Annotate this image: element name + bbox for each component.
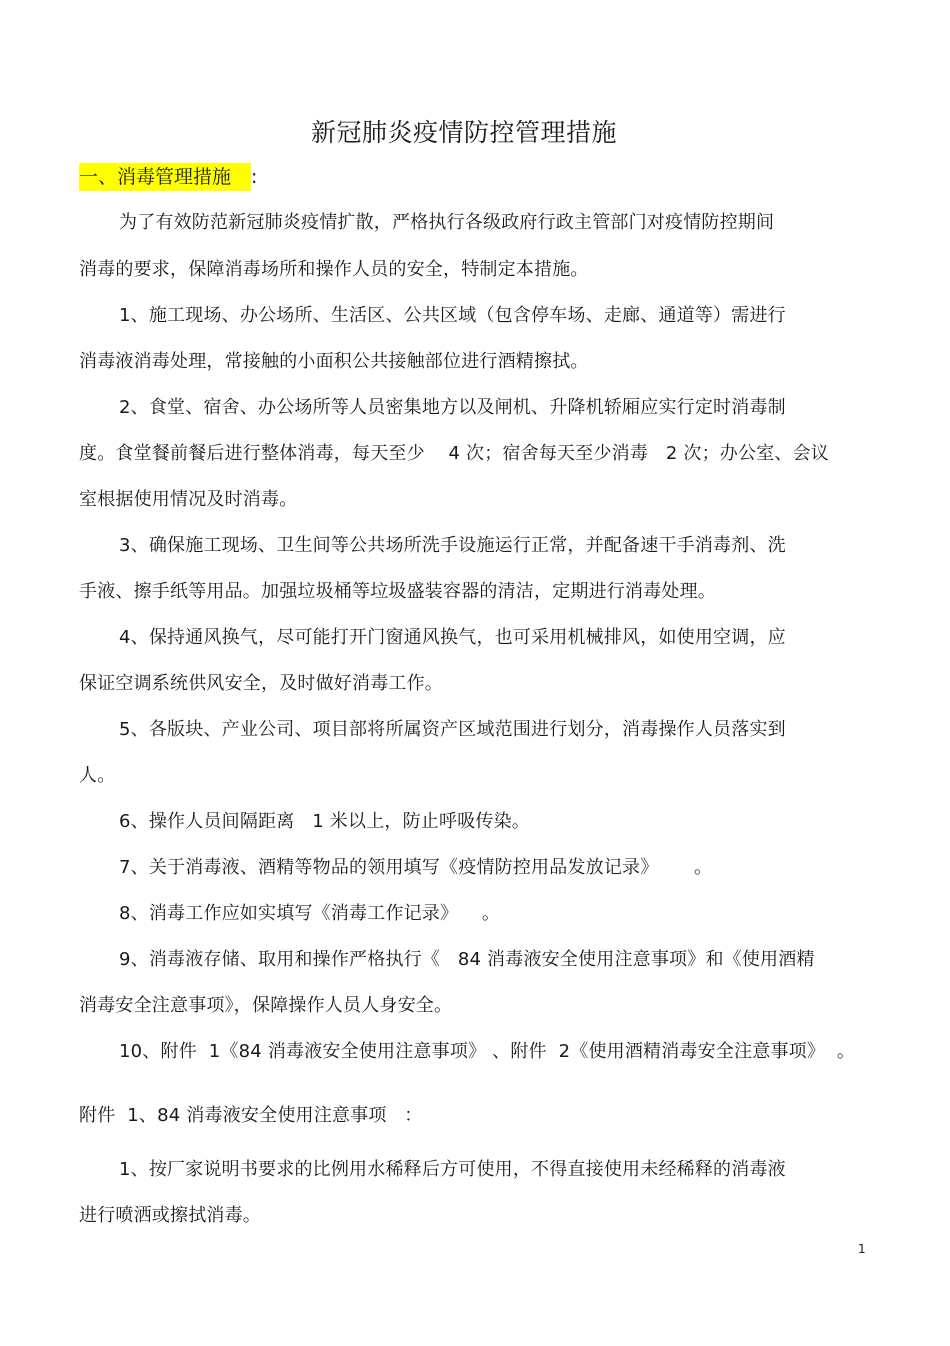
document-title: 新冠肺炎疫情防控管理措施 [310, 118, 617, 147]
item-9-line-1: 9、消毒液存储、取用和操作严格执行《 84 消毒液安全使用注意事项》和《使用酒精 [119, 949, 815, 970]
item-1-line-1: 1、施工现场、办公场所、生活区、公共区域（包含停车场、走廊、通道等）需进行 [119, 305, 786, 326]
item-10: 10、附件 1《84 消毒液安全使用注意事项》 、附件 2《使用酒精消毒安全注意事项》 。 [119, 1041, 856, 1062]
highlighted-heading-text: 一、消毒管理措施 [79, 163, 251, 191]
item-2-line-3: 室根据使用情况及时消毒。 [79, 489, 298, 510]
item-4-line-2: 保证空调系统供风安全，及时做好消毒工作。 [79, 673, 443, 694]
paragraph-intro-line-2: 消毒的要求，保障消毒场所和操作人员的安全，特制定本措施。 [79, 259, 589, 280]
page-number: 1 [858, 1242, 866, 1256]
item-2-line-1: 2、食堂、宿舍、办公场所等人员密集地方以及闸机、升降机轿厢应实行定时消毒制 [119, 397, 786, 418]
item-5-line-2: 人。 [79, 765, 116, 786]
item-6: 6、操作人员间隔距离 1 米以上，防止呼吸传染。 [119, 811, 530, 832]
section-heading-disinfection [79, 163, 257, 191]
item-3-line-2: 手液、擦手纸等用品。加强垃圾桶等垃圾盛装容器的清洁，定期进行消毒处理。 [79, 581, 716, 602]
heading-colon: : [251, 166, 258, 188]
item-9-line-2: 消毒安全注意事项》，保障操作人员人身安全。 [79, 995, 453, 1016]
item-1-line-2: 消毒液消毒处理，常接触的小面积公共接触部位进行酒精擦拭。 [79, 351, 589, 372]
attachment-1-heading: 附件 1、84 消毒液安全使用注意事项 ： [79, 1105, 423, 1126]
item-3-line-1: 3、确保施工现场、卫生间等公共场所洗手设施运行正常，并配备速干手消毒剂、洗 [119, 535, 786, 556]
item-2-line-2: 度。食堂餐前餐后进行整体消毒，每天至少 4 次；宿舍每天至少消毒 2 次；办公室、会议 [79, 443, 829, 464]
item-7: 7、关于消毒液、酒精等物品的领用填写《疫情防控用品发放记录》 。 [119, 857, 713, 878]
item-8: 8、消毒工作应如实填写《消毒工作记录》 。 [119, 903, 501, 924]
item-5-line-1: 5、各版块、产业公司、项目部将所属资产区域范围进行划分，消毒操作人员落实到 [119, 719, 786, 740]
paragraph-intro-line-1: 为了有效防范新冠肺炎疫情扩散，严格执行各级政府行政主管部门对疫情防控期间 [119, 212, 775, 233]
attachment-1-item-1-line-2: 进行喷洒或擦拭消毒。 [79, 1205, 261, 1226]
attachment-1-item-1-line-1: 1、按厂家说明书要求的比例用水稀释后方可使用，不得直接使用未经稀释的消毒液 [119, 1159, 786, 1180]
item-4-line-1: 4、保持通风换气，尽可能打开门窗通风换气，也可采用机械排风，如使用空调，应 [119, 627, 786, 648]
